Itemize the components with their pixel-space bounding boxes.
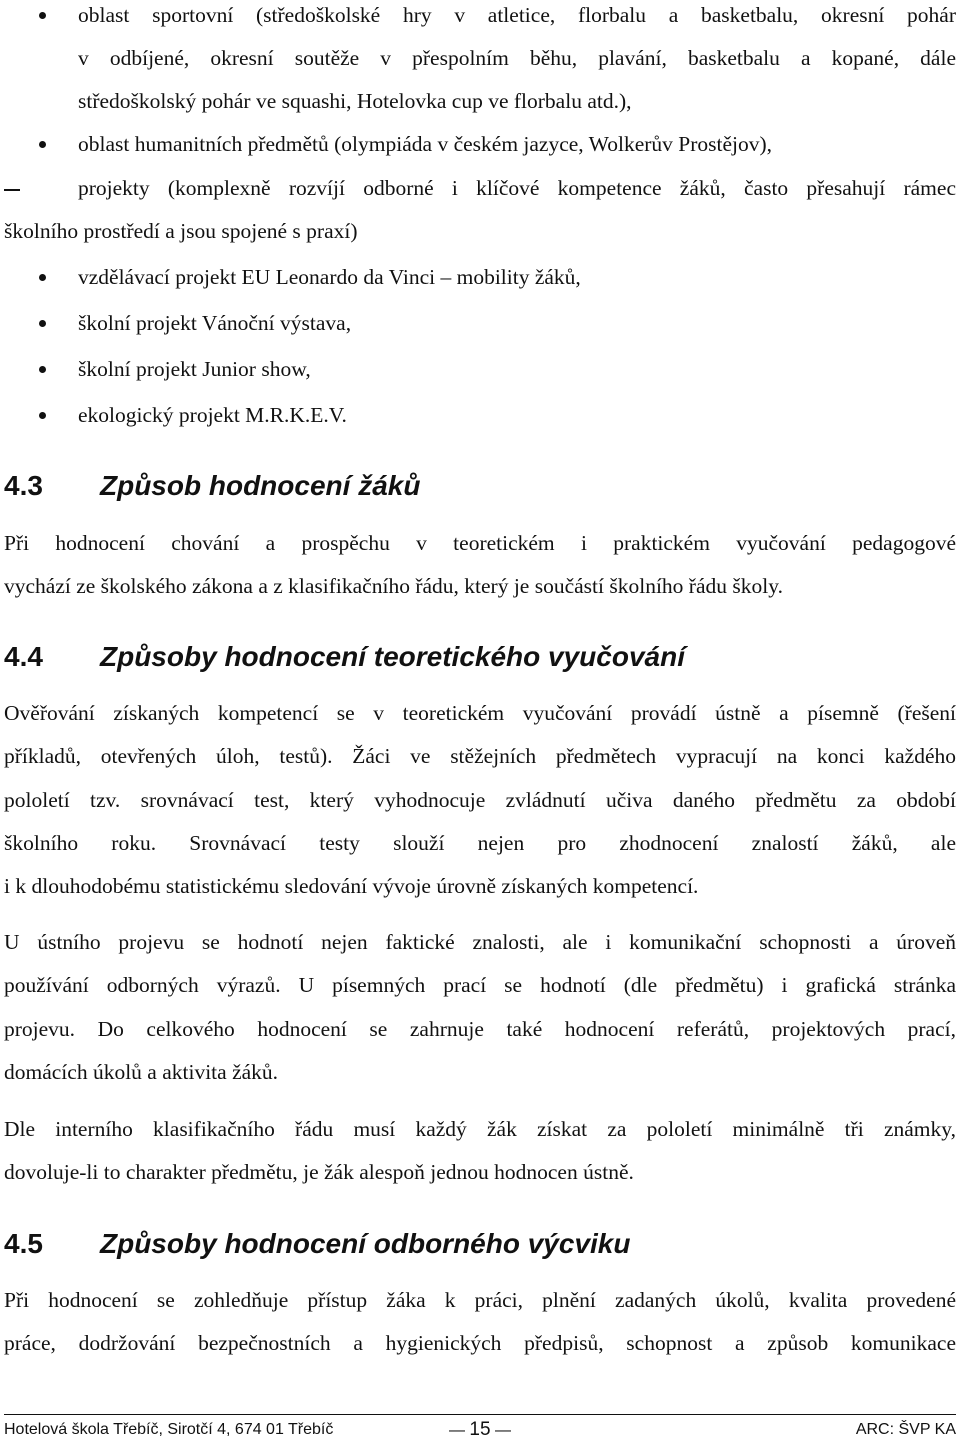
- bullet-dot: [39, 141, 46, 148]
- paragraph-line: Ověřování získaných kompetencí se v teoretickém vyučování provádí ústně a písemně (řešení: [4, 701, 956, 725]
- bullet-dot: [39, 366, 46, 373]
- project-bullet-4: ekologický projekt M.R.K.E.V.: [78, 403, 347, 427]
- section-heading-4-3: [4, 468, 420, 504]
- section-heading-4-4: [4, 639, 685, 675]
- paragraph-line: Při hodnocení se zohledňuje přístup žáka k práci, plnění zadaných úkolů, kvalita provedené: [4, 1288, 956, 1312]
- bullet-sports-line-3: středoškolský pohár ve squashi, Hotelovka cup ve florbalu atd.),: [78, 89, 632, 113]
- section-number: 4.4: [4, 641, 43, 672]
- section-number: 4.3: [4, 470, 43, 501]
- paragraph-line: U ústního projevu se hodnotí nejen faktické znalosti, ale i komunikační schopnosti a úroveň: [4, 930, 956, 954]
- paragraph-line: školního roku. Srovnávací testy slouží nejen pro zhodnocení znalostí žáků, ale: [4, 831, 956, 855]
- section-title: Způsob hodnocení žáků: [100, 470, 421, 501]
- paragraph-line: vychází ze školského zákona a z klasifikačního řádu, který je součástí školního řádu školy.: [4, 574, 783, 598]
- dash-icon: —: [448, 1422, 465, 1439]
- project-bullet-3: školní projekt Junior show,: [78, 357, 311, 381]
- projects-intro-line-2: školního prostředí a jsou spojené s praxí): [4, 219, 358, 243]
- paragraph-line: i k dlouhodobému statistickému sledování vývoje úrovně získaných kompetencí.: [4, 874, 699, 898]
- project-bullet-1: vzdělávací projekt EU Leonardo da Vinci – mobility žáků,: [78, 265, 581, 289]
- section-heading-4-5: [4, 1226, 630, 1262]
- paragraph-line: pololetí tzv. srovnávací test, který vyhodnocuje zvládnutí učiva daného předmětu za období: [4, 788, 956, 812]
- bullet-dot: [39, 12, 46, 19]
- footer-school-address: Hotelová škola Třebíč, Sirotčí 4, 674 01 Třebíč: [4, 1421, 334, 1438]
- section-number: 4.5: [4, 1228, 43, 1259]
- bullet-sports-line-1: oblast sportovní (středoškolské hry v atletice, florbalu a basketbalu, okresní pohár: [78, 3, 956, 27]
- paragraph-line: dovoluje-li to charakter předmětu, je žák alespoň jednou hodnocen ústně.: [4, 1160, 634, 1184]
- footer-rule: [4, 1414, 956, 1415]
- paragraph-line: Dle interního klasifikačního řádu musí každý žák získat za pololetí minimálně tři známky,: [4, 1117, 956, 1141]
- paragraph-line: projevu. Do celkového hodnocení se zahrnuje také hodnocení referátů, projektových prací,: [4, 1017, 956, 1041]
- bullet-dot: [39, 274, 46, 281]
- paragraph-line: práce, dodržování bezpečnostních a hygienických předpisů, schopnost a způsob komunikace: [4, 1331, 956, 1355]
- paragraph-line: domácích úkolů a aktivita žáků.: [4, 1060, 279, 1084]
- page-number: 15: [469, 1419, 491, 1440]
- footer-page-number-wrap: [440, 1420, 520, 1441]
- project-bullet-2: školní projekt Vánoční výstava,: [78, 311, 352, 335]
- section-title: Způsoby hodnocení teoretického vyučování: [100, 641, 685, 672]
- paragraph-line: příkladů, otevřených úloh, testů). Žáci ve stěžejních předmětech vypracují na konci každého: [4, 744, 956, 768]
- bullet-humanities: oblast humanitních předmětů (olympiáda v českém jazyce, Wolkerův Prostějov),: [78, 132, 773, 156]
- dash-marker: [4, 189, 20, 191]
- section-title: Způsoby hodnocení odborného výcviku: [100, 1228, 631, 1259]
- bullet-dot: [39, 320, 46, 327]
- paragraph-line: používání odborných výrazů. U písemných prací se hodnotí (dle předmětu) i grafická stránka: [4, 973, 956, 997]
- projects-intro-line-1: projekty (komplexně rozvíjí odborné i klíčové kompetence žáků, často přesahují rámec: [78, 176, 956, 200]
- paragraph-line: Při hodnocení chování a prospěchu v teoretickém i praktickém vyučování pedagogové: [4, 531, 956, 555]
- dash-icon: —: [495, 1422, 512, 1439]
- footer-doc-code: ARC: ŠVP KA: [855, 1421, 956, 1438]
- bullet-sports-line-2: v odbíjené, okresní soutěže v přespolním běhu, plavání, basketbalu a kopané, dále: [78, 46, 956, 70]
- bullet-dot: [39, 412, 46, 419]
